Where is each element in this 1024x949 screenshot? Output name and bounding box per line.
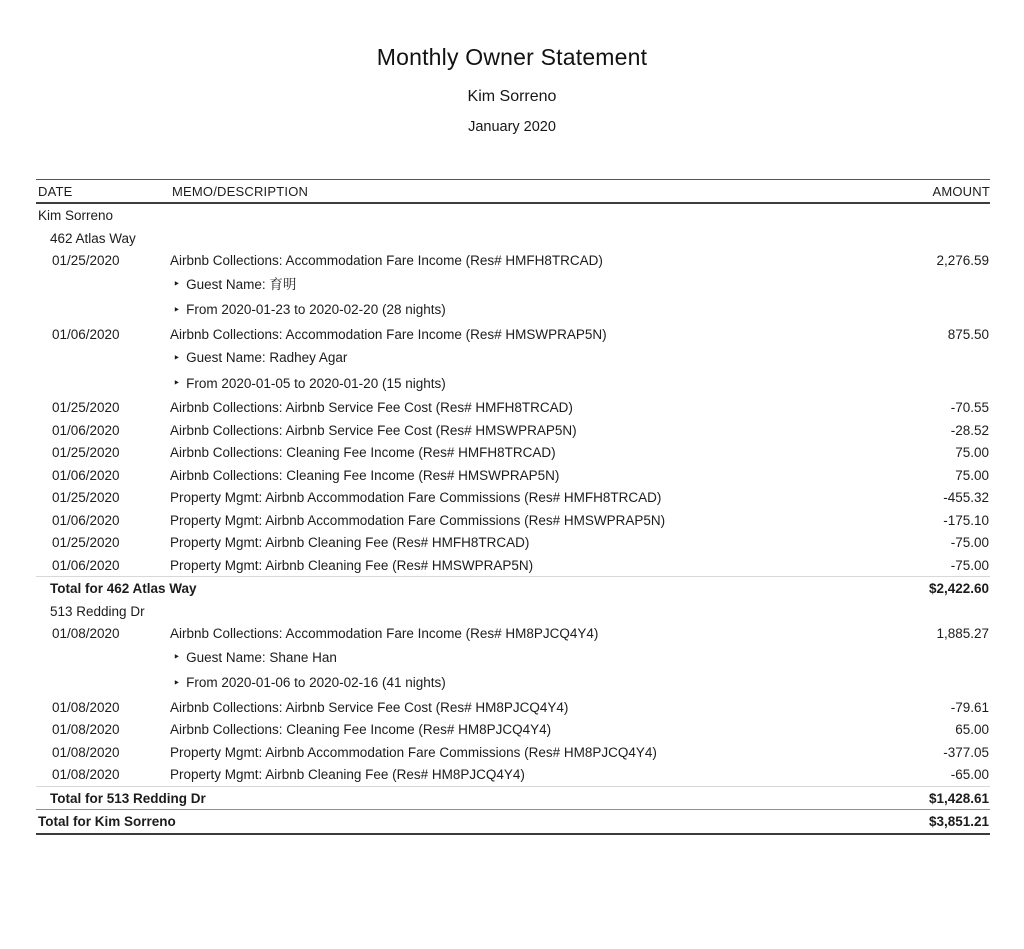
date-cell: 01/08/2020	[52, 626, 120, 641]
date-cell: 01/06/2020	[52, 512, 120, 528]
amount-cell: -377.05	[943, 744, 989, 760]
description-cell: Property Mgmt: Airbnb Cleaning Fee (Res# HM8PJCQ4Y4)	[170, 767, 525, 782]
table-row-note	[36, 297, 990, 323]
total-label: Total for 462 Atlas Way	[36, 577, 860, 600]
amount-cell: 65.00	[955, 722, 989, 737]
table-row-entry	[36, 323, 990, 346]
statement-table	[36, 179, 990, 835]
table-row-note	[36, 272, 990, 298]
description-cell: Airbnb Collections: Accommodation Fare Income (Res# HM8PJCQ4Y4)	[170, 626, 599, 641]
description-cell: Airbnb Collections: Airbnb Service Fee Cost (Res# HMFH8TRCAD)	[170, 400, 573, 415]
date-cell: 01/08/2020	[52, 767, 120, 782]
column-header-date: DATE	[36, 180, 170, 204]
bullet-icon: ‣	[173, 376, 181, 390]
table-row-entry	[36, 396, 990, 419]
date-cell: 01/25/2020	[52, 490, 120, 505]
description-cell: Property Mgmt: Airbnb Accommodation Fare Commissions (Res# HMSWPRAP5N)	[170, 512, 666, 528]
amount-cell-empty	[860, 272, 990, 298]
amount-cell: 75.00	[955, 445, 989, 460]
amount-cell: -75.00	[950, 535, 989, 550]
note-cell	[170, 272, 860, 298]
date-cell: 01/25/2020	[52, 445, 120, 460]
table-row-entry	[36, 531, 990, 554]
table-header-row	[36, 180, 990, 204]
statement-rows	[36, 203, 990, 834]
note-cell	[170, 670, 860, 696]
bullet-icon: ‣	[173, 675, 181, 690]
total-amount: $2,422.60	[860, 577, 990, 600]
description-cell: Airbnb Collections: Cleaning Fee Income (Res# HMSWPRAP5N)	[170, 467, 560, 483]
note-text: Guest Name: Radhey Agar	[186, 350, 348, 365]
table-row-property	[36, 600, 990, 623]
table-row-entry	[36, 741, 990, 764]
amount-cell: -455.32	[943, 490, 989, 505]
grand_total-label: Total for Kim Sorreno	[36, 810, 860, 834]
date-cell: 01/06/2020	[52, 557, 120, 573]
date-cell-empty	[36, 645, 170, 671]
description-cell: Airbnb Collections: Accommodation Fare Income (Res# HMSWPRAP5N)	[170, 326, 607, 342]
date-cell: 01/06/2020	[52, 422, 120, 438]
table-row-entry	[36, 464, 990, 487]
description-cell: Property Mgmt: Airbnb Cleaning Fee (Res# HMSWPRAP5N)	[170, 557, 534, 573]
note-text: From 2020-01-05 to 2020-01-20 (15 nights)	[186, 375, 446, 391]
amount-cell: 2,276.59	[936, 253, 989, 268]
table-row-note	[36, 670, 990, 696]
date-cell: 01/06/2020	[52, 326, 120, 342]
description-cell: Airbnb Collections: Airbnb Service Fee Cost (Res# HMSWPRAP5N)	[170, 422, 577, 438]
date-cell-empty	[36, 371, 170, 397]
note-cell	[170, 371, 860, 397]
date-cell-empty	[36, 272, 170, 298]
description-cell: Property Mgmt: Airbnb Accommodation Fare Commissions (Res# HMFH8TRCAD)	[170, 490, 662, 505]
amount-cell: 875.50	[947, 326, 989, 342]
amount-cell: -79.61	[950, 699, 989, 715]
date-cell: 01/06/2020	[52, 467, 120, 483]
bullet-icon: ‣	[173, 302, 181, 317]
note-text: Guest Name: Shane Han	[186, 649, 337, 665]
date-cell: 01/25/2020	[52, 253, 120, 268]
description-cell: Property Mgmt: Airbnb Accommodation Fare Commissions (Res# HM8PJCQ4Y4)	[170, 744, 657, 760]
date-cell-empty	[36, 345, 170, 371]
table-row-entry	[36, 718, 990, 741]
amount-cell: 1,885.27	[936, 626, 989, 641]
table-row-note	[36, 345, 990, 371]
amount-cell: -70.55	[950, 400, 989, 415]
amount-cell-empty	[860, 371, 990, 397]
table-row-property	[36, 227, 990, 250]
date-cell: 01/08/2020	[52, 699, 120, 715]
property-label: 513 Redding Dr	[50, 603, 145, 619]
total-amount: $1,428.61	[860, 786, 990, 810]
table-row-entry	[36, 696, 990, 719]
amount-cell-empty	[860, 670, 990, 696]
table-row-note	[36, 371, 990, 397]
amount-cell: -65.00	[950, 767, 989, 782]
grand_total-amount: $3,851.21	[860, 810, 990, 834]
table-row-total	[36, 577, 990, 600]
table-row-entry	[36, 509, 990, 532]
document-header	[0, 44, 1024, 135]
amount-cell: 75.00	[955, 467, 989, 483]
description-cell: Airbnb Collections: Cleaning Fee Income (Res# HMFH8TRCAD)	[170, 445, 556, 460]
table-row-entry	[36, 441, 990, 464]
amount-cell-empty	[860, 297, 990, 323]
table-row-entry	[36, 419, 990, 442]
table-row-entry	[36, 622, 990, 645]
total-label: Total for 513 Redding Dr	[36, 786, 860, 810]
column-header-amount: AMOUNT	[860, 180, 990, 204]
note-cell	[170, 297, 860, 323]
description-cell: Airbnb Collections: Airbnb Service Fee Cost (Res# HM8PJCQ4Y4)	[170, 699, 569, 715]
table-row-grand_total	[36, 810, 990, 834]
column-header-memo: MEMO/DESCRIPTION	[170, 180, 860, 204]
note-cell	[170, 345, 860, 371]
date-cell: 01/25/2020	[52, 535, 120, 550]
page-title: Monthly Owner Statement	[376, 44, 648, 70]
date-cell-empty	[36, 297, 170, 323]
date-cell: 01/08/2020	[52, 744, 120, 760]
table-row-entry	[36, 554, 990, 577]
date-cell: 01/08/2020	[52, 722, 120, 737]
monthly-owner-statement-page	[0, 44, 1024, 949]
date-cell-empty	[36, 670, 170, 696]
note-text: From 2020-01-06 to 2020-02-16 (41 nights)	[186, 675, 446, 690]
note-text: From 2020-01-23 to 2020-02-20 (28 nights)	[186, 302, 446, 317]
description-cell: Airbnb Collections: Accommodation Fare Income (Res# HMFH8TRCAD)	[170, 253, 603, 268]
statement-period: January 2020	[468, 119, 556, 135]
description-cell: Airbnb Collections: Cleaning Fee Income (Res# HM8PJCQ4Y4)	[170, 722, 552, 737]
table-row-entry	[36, 486, 990, 509]
owner-label: Kim Sorreno	[38, 208, 114, 223]
amount-cell: -75.00	[950, 557, 989, 573]
amount-cell: -175.10	[943, 512, 989, 528]
note-cell	[170, 645, 860, 671]
table-row-total	[36, 786, 990, 810]
date-cell: 01/25/2020	[52, 400, 120, 415]
bullet-icon: ‣	[173, 350, 181, 365]
amount-cell-empty	[860, 345, 990, 371]
note-text: Guest Name: 育明	[186, 276, 297, 292]
description-cell: Property Mgmt: Airbnb Cleaning Fee (Res# HMFH8TRCAD)	[170, 535, 530, 550]
property-label: 462 Atlas Way	[50, 230, 136, 246]
table-row-note	[36, 645, 990, 671]
amount-cell: -28.52	[950, 422, 989, 438]
bullet-icon: ‣	[173, 277, 181, 291]
table-row-owner	[36, 203, 990, 227]
amount-cell-empty	[860, 645, 990, 671]
bullet-icon: ‣	[173, 650, 181, 664]
table-row-entry	[36, 763, 990, 786]
table-row-entry	[36, 249, 990, 272]
owner-name: Kim Sorreno	[467, 88, 557, 105]
